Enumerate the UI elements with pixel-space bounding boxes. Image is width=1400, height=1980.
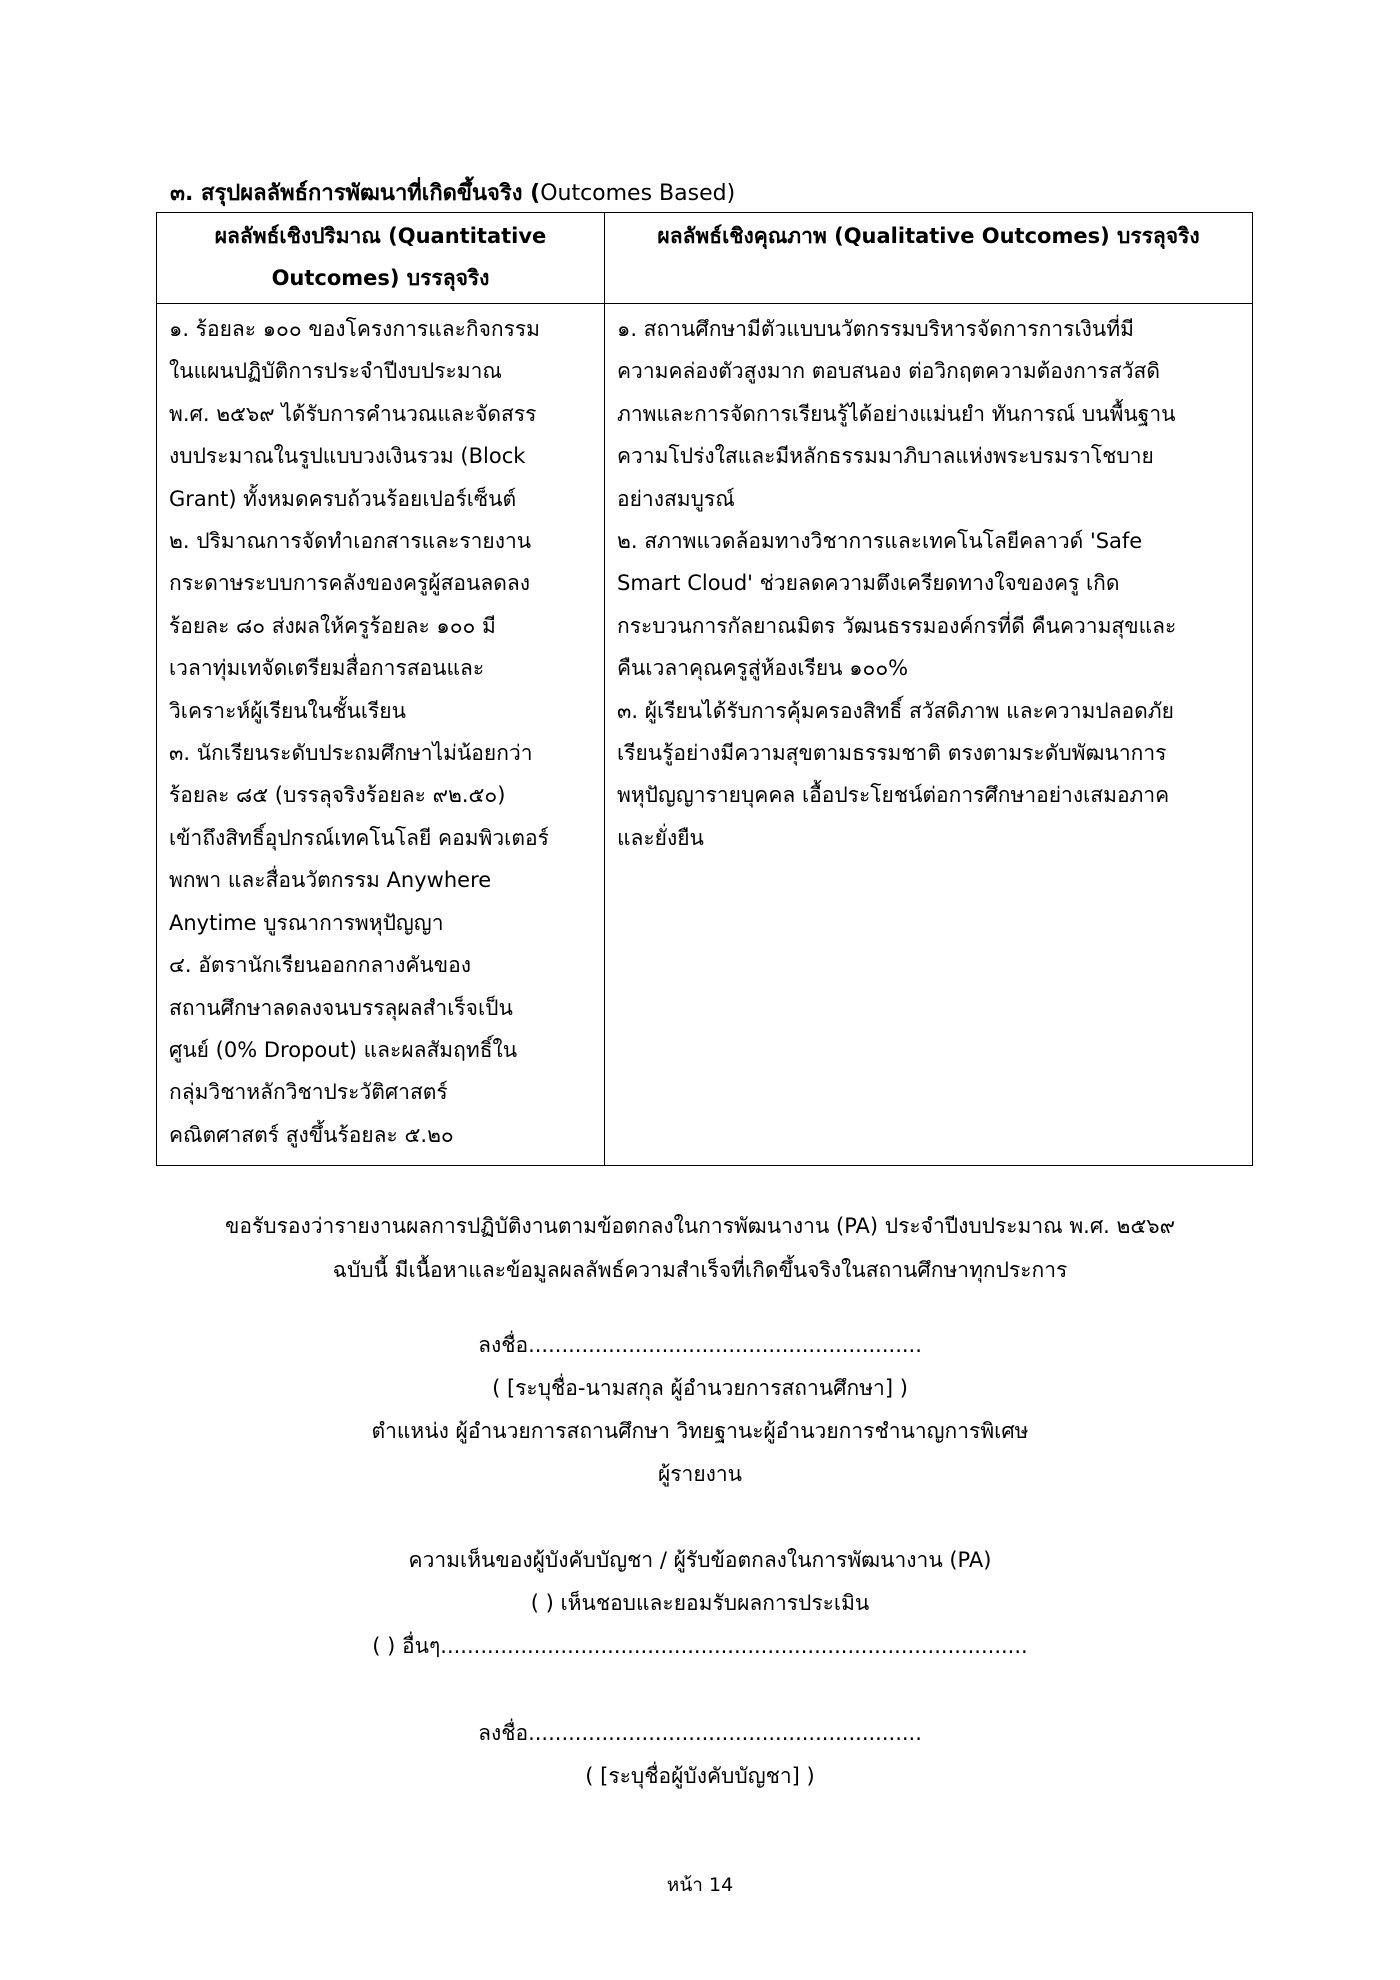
certification-statement [150, 1204, 1250, 1292]
supervisor-name: ( [ระบุชื่อผู้บังคับบัญชา] ) [585, 1764, 815, 1788]
section-title [170, 176, 735, 212]
cell-line: ศูนย์ (0% Dropout) และผลสัมฤทธิ์ใน [169, 1037, 518, 1062]
cell-line: วิเคราะห์ผู้เรียนในชั้นเรียน [169, 698, 406, 723]
reporter-role: ผู้รายงาน [657, 1462, 743, 1486]
page-number: หน้า 14 [666, 1874, 734, 1896]
cell-line: ในแผนปฏิบัติการประจำปีงบประมาณ [169, 359, 502, 384]
cell-line: ภาพและการจัดการเรียนรู้ได้อย่างแม่นยำ ทันการณ์ บนพื้นฐาน [617, 401, 1176, 426]
cell-line: เวลาทุ่มเทจัดเตรียมสื่อการสอนและ [169, 656, 485, 681]
cell-line: ๓. นักเรียนระดับประถมศึกษาไม่น้อยกว่า [169, 741, 533, 766]
certification-line: ฉบับนี้ มีเนื้อหาและข้อมูลผลลัพธ์ความสำเร็จที่เกิดขึ้นจริงในสถานศึกษาทุกประการ [332, 1258, 1068, 1282]
option-approve-checkbox[interactable]: ( ) เห็นชอบและยอมรับผลการประเมิน [530, 1591, 870, 1615]
qualitative-cell [605, 304, 1253, 1166]
quantitative-cell [157, 304, 605, 1166]
cell-line: สถานศึกษาลดลงจนบรรลุผลสำเร็จเป็น [169, 995, 513, 1020]
reporter-position: ตำแหน่ง ผู้อำนวยการสถานศึกษา วิทยฐานะผู้อำนวยการชำนาญการพิเศษ [371, 1419, 1029, 1443]
supervisor-opinion-heading: ความเห็นของผู้บังคับบัญชา / ผู้รับข้อตกลงในการพัฒนางาน (PA) [408, 1548, 992, 1572]
cell-line: งบประมาณในรูปแบบวงเงินรวม (Block [169, 444, 526, 469]
cell-line: ๑. ร้อยละ ๑๐๐ ของโครงการและกิจกรรม [169, 317, 541, 341]
cell-line: Anytime บูรณาการพหุปัญญา [169, 910, 444, 935]
header-quantitative [157, 213, 605, 304]
table-row [157, 304, 1253, 1166]
supervisor-sign-line: ลงชื่อ........................................................... [478, 1721, 922, 1745]
cell-line: พหุปัญญารายบุคคล เอื้อประโยชน์ต่อการศึกษาอย่างเสมอภาค [617, 783, 1170, 808]
header-line: Outcomes) บรรลุจริง [271, 266, 490, 291]
cell-line: Grant) ทั้งหมดครบถ้วนร้อยเปอร์เซ็นต์ [169, 486, 517, 511]
section-title-normal: Outcomes Based) [540, 181, 736, 206]
cell-line: คณิตศาสตร์ สูงขึ้นร้อยละ ๕.๒๐ [169, 1122, 454, 1147]
option-other-checkbox[interactable]: ( ) อื่นๆ........................................................................................ [372, 1634, 1028, 1658]
cell-line: กระดาษระบบการคลังของครูผู้สอนลดลง [169, 571, 530, 596]
cell-line: ความคล่องตัวสูงมาก ตอบสนอง ต่อวิกฤตความต้องการสวัสดิ [617, 359, 1161, 384]
table-header-row [157, 213, 1253, 304]
header-line: ผลลัพธ์เชิงปริมาณ (Quantitative [214, 224, 547, 248]
cell-line: และยั่งยืน [617, 825, 704, 850]
cell-line: ๒. สภาพแวดล้อมทางวิชาการและเทคโนโลยีคลาวด์ 'Safe [617, 529, 1143, 554]
outcomes-table [156, 212, 1253, 1166]
certification-line: ขอรับรองว่ารายงานผลการปฏิบัติงานตามข้อตกลงในการพัฒนางาน (PA) ประจำปีงบประมาณ พ.ศ. ๒๕๖๙ [225, 1214, 1175, 1238]
cell-line: พ.ศ. ๒๕๖๙ ได้รับการคำนวณและจัดสรร [169, 401, 537, 426]
reporter-name: ( [ระบุชื่อ-นามสกุล ผู้อำนวยการสถานศึกษา] ) [492, 1376, 908, 1400]
section-title-bold: ๓. สรุปผลลัพธ์การพัฒนาที่เกิดขึ้นจริง ( [170, 181, 541, 206]
cell-line: ๔. อัตรานักเรียนออกกลางคันของ [169, 953, 471, 978]
cell-line: ๓. ผู้เรียนได้รับการคุ้มครองสิทธิ์ สวัสดิภาพ และความปลอดภัย [617, 698, 1174, 723]
cell-line: ความโปร่งใสและมีหลักธรรมมาภิบาลแห่งพระบรมราโชบาย [617, 444, 1154, 469]
cell-line: คืนเวลาคุณครูสู่ห้องเรียน ๑๐๐% [617, 656, 909, 681]
cell-line: กระบวนการกัลยาณมิตร วัฒนธรรมองค์กรที่ดี คืนความสุขและ [617, 613, 1177, 638]
cell-line: ร้อยละ ๘๐ ส่งผลให้ครูร้อยละ ๑๐๐ มี [169, 613, 496, 638]
cell-line: อย่างสมบูรณ์ [617, 486, 735, 511]
cell-line: ๑. สถานศึกษามีตัวแบบนวัตกรรมบริหารจัดการการเงินที่มี [617, 317, 1134, 341]
header-qualitative [605, 213, 1253, 304]
reporter-sign-line: ลงชื่อ........................................................... [478, 1333, 922, 1357]
cell-line: ๒. ปริมาณการจัดทำเอกสารและรายงาน [169, 529, 532, 554]
cell-line: ร้อยละ ๘๕ (บรรลุจริงร้อยละ ๙๒.๕๐) [169, 783, 506, 808]
cell-line: Smart Cloud' ช่วยลดความตึงเครียดทางใจของครู เกิด [617, 571, 1120, 596]
cell-line: เรียนรู้อย่างมีความสุขตามธรรมชาติ ตรงตามระดับพัฒนาการ [617, 741, 1167, 766]
cell-line: เข้าถึงสิทธิ์อุปกรณ์เทคโนโลยี คอมพิวเตอร์ [169, 825, 549, 850]
cell-line: กลุ่มวิชาหลักวิชาประวัติศาสตร์ [169, 1080, 448, 1105]
cell-line: พกพา และสื่อนวัตกรรม Anywhere [169, 868, 492, 893]
header-line: ผลลัพธ์เชิงคุณภาพ (Qualitative Outcomes) บรรลุจริง [657, 224, 1200, 248]
